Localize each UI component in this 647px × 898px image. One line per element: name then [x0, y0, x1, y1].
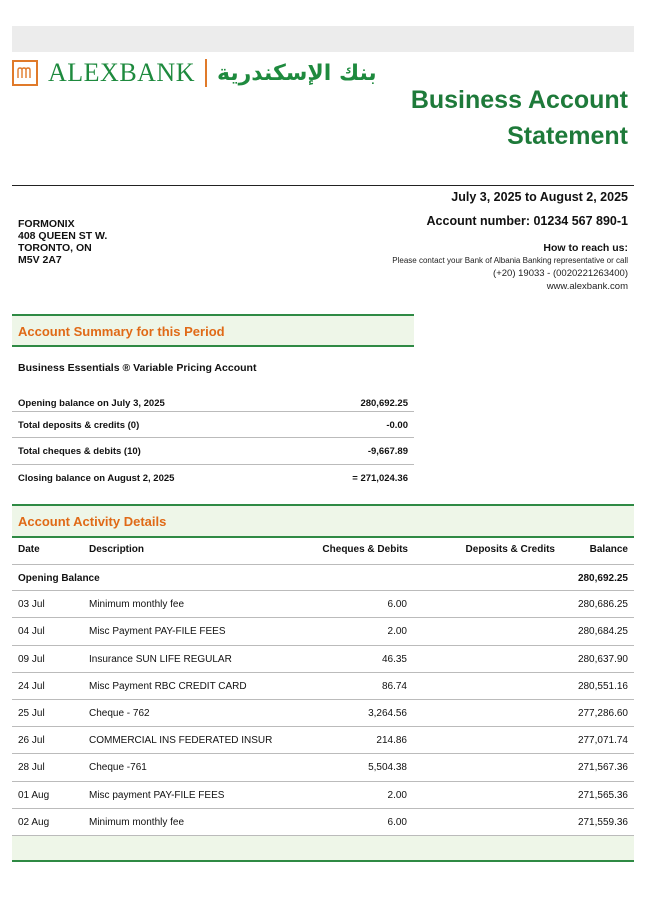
transaction-description: Misc payment PAY-FILE FEES: [89, 789, 225, 801]
title-line-1: Business Account: [410, 86, 628, 114]
summary-section-header: [12, 314, 414, 347]
transaction-debit: 6.00: [387, 816, 407, 828]
summary-value: -0.00: [386, 420, 408, 431]
column-header-description: Description: [89, 544, 145, 555]
summary-label: Total cheques & debits (10): [18, 446, 141, 457]
transaction-debit: 5,504.38: [368, 762, 407, 774]
customer-address: [18, 218, 107, 266]
page-title: [411, 82, 628, 154]
customer-name: FORMONIX: [18, 218, 75, 230]
summary-label: Total deposits & credits (0): [18, 420, 140, 431]
table-footer: [12, 836, 634, 862]
header-divider: [12, 185, 634, 186]
transaction-debit: 86.74: [381, 680, 407, 692]
column-header-balance: Balance: [589, 544, 628, 555]
table-row: [12, 646, 634, 673]
address-line-1: 408 QUEEN ST W.: [18, 230, 108, 242]
transaction-debit: 6.00: [387, 599, 407, 611]
transaction-debit: 46.35: [381, 653, 407, 665]
transaction-description: Misc Payment RBC CREDIT CARD: [89, 680, 247, 692]
transaction-date: 24 Jul: [18, 680, 45, 692]
transaction-description: Insurance SUN LIFE REGULAR: [89, 653, 232, 665]
transaction-date: 01 Aug: [18, 789, 50, 801]
transaction-balance: 280,686.25: [577, 599, 628, 611]
activity-heading: Account Activity Details: [18, 514, 167, 529]
transaction-balance: 271,559.36: [577, 816, 628, 828]
table-row: [12, 782, 634, 809]
transaction-date: 25 Jul: [18, 708, 45, 719]
summary-value: -9,667.89: [367, 446, 408, 457]
summary-label: Closing balance on August 2, 2025: [18, 473, 175, 484]
transaction-balance: 280,684.25: [577, 626, 628, 638]
table-row: [12, 591, 634, 618]
contact-phone: (+20) 19033 - (0020221263400): [493, 268, 628, 279]
opening-balance-value: 280,692.25: [577, 573, 628, 584]
logo-text: ALEXBANK: [48, 58, 195, 87]
table-row: [12, 754, 634, 781]
transaction-debit: 3,264.56: [368, 708, 407, 719]
opening-balance-label: Opening Balance: [18, 573, 100, 584]
transaction-balance: 277,071.74: [577, 735, 628, 747]
transaction-debit: 214.86: [376, 735, 407, 747]
table-row: [12, 618, 634, 645]
transaction-date: 09 Jul: [18, 653, 45, 665]
transaction-balance: 280,551.16: [577, 680, 628, 692]
transaction-description: Cheque - 762: [89, 708, 150, 719]
top-bar: [12, 26, 634, 52]
bank-logo: [12, 58, 377, 88]
logo-icon: [12, 60, 38, 86]
transaction-debit: 2.00: [387, 789, 407, 801]
title-line-2: Statement: [507, 122, 628, 150]
transaction-balance: 277,286.60: [577, 708, 628, 719]
transaction-debit: 2.00: [387, 626, 407, 638]
summary-row: [12, 465, 414, 491]
summary-row: [12, 438, 414, 465]
statement-period: July 3, 2025 to August 2, 2025: [451, 190, 628, 204]
transaction-balance: 271,565.36: [577, 789, 628, 801]
transaction-date: 28 Jul: [18, 762, 45, 774]
transaction-description: COMMERCIAL INS FEDERATED INSUR: [89, 735, 273, 747]
transaction-description: Minimum monthly fee: [89, 599, 185, 611]
column-header-date: Date: [18, 544, 40, 555]
table-row: [12, 809, 634, 836]
summary-heading: Account Summary for this Period: [18, 324, 225, 339]
summary-label: Opening balance on July 3, 2025: [18, 398, 165, 409]
contact-heading: How to reach us:: [543, 242, 628, 254]
summary-value: 280,692.25: [360, 398, 408, 409]
transaction-date: 26 Jul: [18, 735, 45, 747]
transaction-date: 04 Jul: [18, 626, 45, 638]
table-row: [12, 673, 634, 700]
contact-website[interactable]: www.alexbank.com: [546, 281, 628, 292]
account-number: Account number: 01234 567 890-1: [426, 214, 628, 228]
summary-value: = 271,024.36: [352, 473, 408, 484]
column-header-cheques: Cheques & Debits: [322, 544, 408, 555]
logo-arabic-text: بنك الإسكندرية: [217, 60, 377, 86]
table-row: [12, 700, 634, 727]
transaction-description: Minimum monthly fee: [89, 816, 185, 828]
activity-section-header: [12, 504, 634, 538]
column-header-deposits: Deposits & Credits: [465, 544, 555, 555]
transaction-description: Cheque -761: [89, 762, 147, 774]
transaction-date: 03 Jul: [18, 599, 45, 611]
transaction-description: Misc Payment PAY-FILE FEES: [89, 626, 226, 638]
opening-balance-row: [12, 564, 634, 591]
transaction-balance: 280,637.90: [577, 653, 628, 665]
postal-code: M5V 2A7: [18, 254, 62, 266]
transaction-balance: 271,567.36: [577, 762, 628, 774]
summary-row: [12, 412, 414, 438]
table-row: [12, 727, 634, 754]
logo-divider: [205, 59, 207, 87]
product-name: Business Essentials ® Variable Pricing Account: [18, 362, 257, 374]
summary-row: [12, 390, 414, 412]
address-line-2: TORONTO, ON: [18, 242, 92, 254]
transaction-date: 02 Aug: [18, 816, 50, 828]
contact-text: Please contact your Bank of Albania Banking representative or call: [392, 256, 628, 265]
